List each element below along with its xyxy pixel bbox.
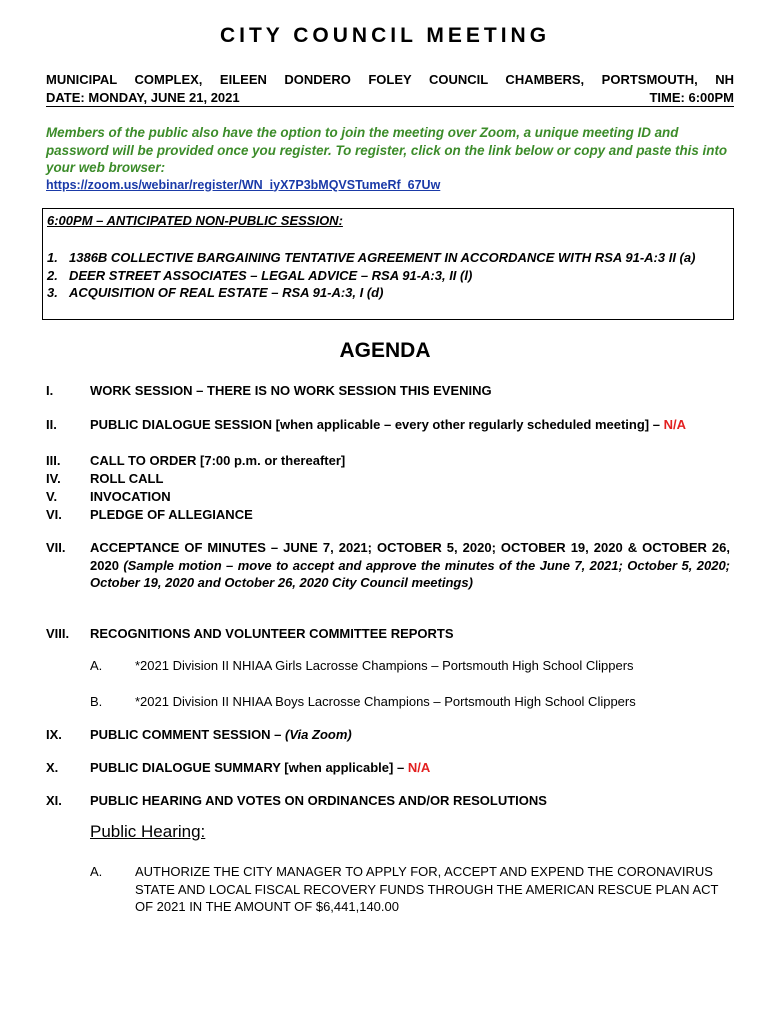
agenda-item-text: PUBLIC DIALOGUE SUMMARY [when applicable] – [90,760,408,775]
list-item [47,249,727,267]
agenda-item-ix [46,726,730,744]
agenda-item-number: III. [46,453,61,468]
zoom-notice-text: Members of the public also have the option to join the meeting over Zoom, a unique meeting ID and password will be provided once you register. To register, click on the link below or copy and paste this into your web browser: [46,125,728,175]
agenda-subitem-viii-b [90,693,730,711]
list-item-number: 2. [47,267,58,283]
agenda-item-xi [46,792,730,810]
agenda-subitem-viii-a [90,657,730,675]
list-item-number: 1. [47,250,58,265]
agenda-item-text: PUBLIC COMMENT SESSION – [90,727,286,742]
agenda-item-text: CALL TO ORDER [7:00 p.m. or thereafter] [90,453,346,468]
subitem-letter: A. [90,864,103,879]
meeting-date: DATE: MONDAY, JUNE 21, 2021 [46,90,240,105]
agenda-item-number: XI. [46,793,62,808]
zoom-notice [46,124,736,194]
agenda-item-v [46,488,730,506]
agenda-item-viii [46,625,730,643]
subitem-text: *2021 Division II NHIAA Boys Lacrosse Champions – Portsmouth High School Clippers [135,694,636,709]
subitem-letter: B. [90,694,103,709]
agenda-item-text: PUBLIC HEARING AND VOTES ON ORDINANCES AND/OR RESOLUTIONS [90,793,547,808]
non-public-session-list [47,249,727,302]
list-item-text: DEER STREET ASSOCIATES – LEGAL ADVICE – RSA 91-A:3, II (l) [69,267,473,283]
subitem-text: *2021 Division II NHIAA Girls Lacrosse Champions – Portsmouth High School Clippers [135,658,634,673]
agenda-item-text: ACCEPTANCE OF MINUTES – JUNE 7, 2021; OCTOBER 5, 2020; OCTOBER 19, 2020 & OCTOBER 26, 2020 [90,540,730,573]
list-item-text: ACQUISITION OF REAL ESTATE – RSA 91-A:3, I (d) [69,285,384,300]
list-item-text: 1386B COLLECTIVE BARGAINING TENTATIVE AGREEMENT IN ACCORDANCE WITH RSA 91-A:3 II (a) [69,250,696,265]
agenda-item-text: WORK SESSION – THERE IS NO WORK SESSION THIS EVENING [90,383,492,398]
agenda-item-number: VII. [46,540,66,555]
na-label: N/A [663,417,686,432]
agenda-item-text: ROLL CALL [90,471,164,486]
agenda-item-number: X. [46,760,59,775]
agenda-item-number: I. [46,383,54,398]
meeting-time: TIME: 6:00PM [649,90,734,105]
agenda-item-number: IX. [46,727,62,742]
agenda-item-number: VI. [46,507,62,522]
agenda-item-number: VIII. [46,626,70,641]
sample-motion: (Sample motion – move to accept and approve the minutes of the June 7, 2021; October 5, 2020; October 19, 2020 and October 26, 2020 City Council meetings) [90,557,730,590]
non-public-session-box [42,208,734,320]
meeting-location: MUNICIPAL COMPLEX, EILEEN DONDERO FOLEY COUNCIL CHAMBERS, PORTSMOUTH, NH [46,72,734,87]
list-item-number: 3. [47,285,58,300]
subitem-letter: A. [90,658,103,673]
agenda-item-x [46,759,730,777]
public-hearing-heading: Public Hearing: [90,822,206,841]
zoom-register-link[interactable]: https://zoom.us/webinar/register/WN_iyX7P3bMQVSTumeRf_67Uw [46,177,441,192]
na-label: N/A [407,760,431,775]
agenda-item-text: INVOCATION [90,489,171,504]
via-zoom-label: (Via Zoom) [285,727,352,742]
agenda-subitem-xi-a [90,863,730,916]
non-public-session-heading: 6:00PM – ANTICIPATED NON-PUBLIC SESSION: [47,213,343,228]
list-item [47,267,727,285]
agenda-heading: AGENDA [339,339,431,362]
agenda-item-iii [46,452,730,470]
agenda-item-text: RECOGNITIONS AND VOLUNTEER COMMITTEE REPORTS [90,626,454,641]
agenda-item-iv [46,470,730,488]
agenda-item-number: IV. [46,471,61,486]
agenda-item-ii [46,416,730,434]
agenda-item-number: II. [46,417,57,432]
agenda-item-i [46,382,730,400]
meeting-title: CITY COUNCIL MEETING [219,24,551,47]
date-time-line [46,90,734,107]
agenda-item-vii [46,539,730,592]
agenda-item-text: PUBLIC DIALOGUE SESSION [when applicable – every other regularly scheduled meeting] – [90,417,664,432]
agenda-item-vi [46,506,730,524]
agenda-item-number: V. [46,489,58,504]
agenda-item-text: PLEDGE OF ALLEGIANCE [90,507,253,522]
list-item [47,284,727,302]
subitem-text: AUTHORIZE THE CITY MANAGER TO APPLY FOR, ACCEPT AND EXPEND THE CORONAVIRUS STATE AND LOCAL FISCAL RECOVERY FUNDS THROUGH THE AMERICAN RESCUE PLAN ACT OF 2021 IN THE AMOUNT OF $6,441,140.00 [135,864,719,914]
